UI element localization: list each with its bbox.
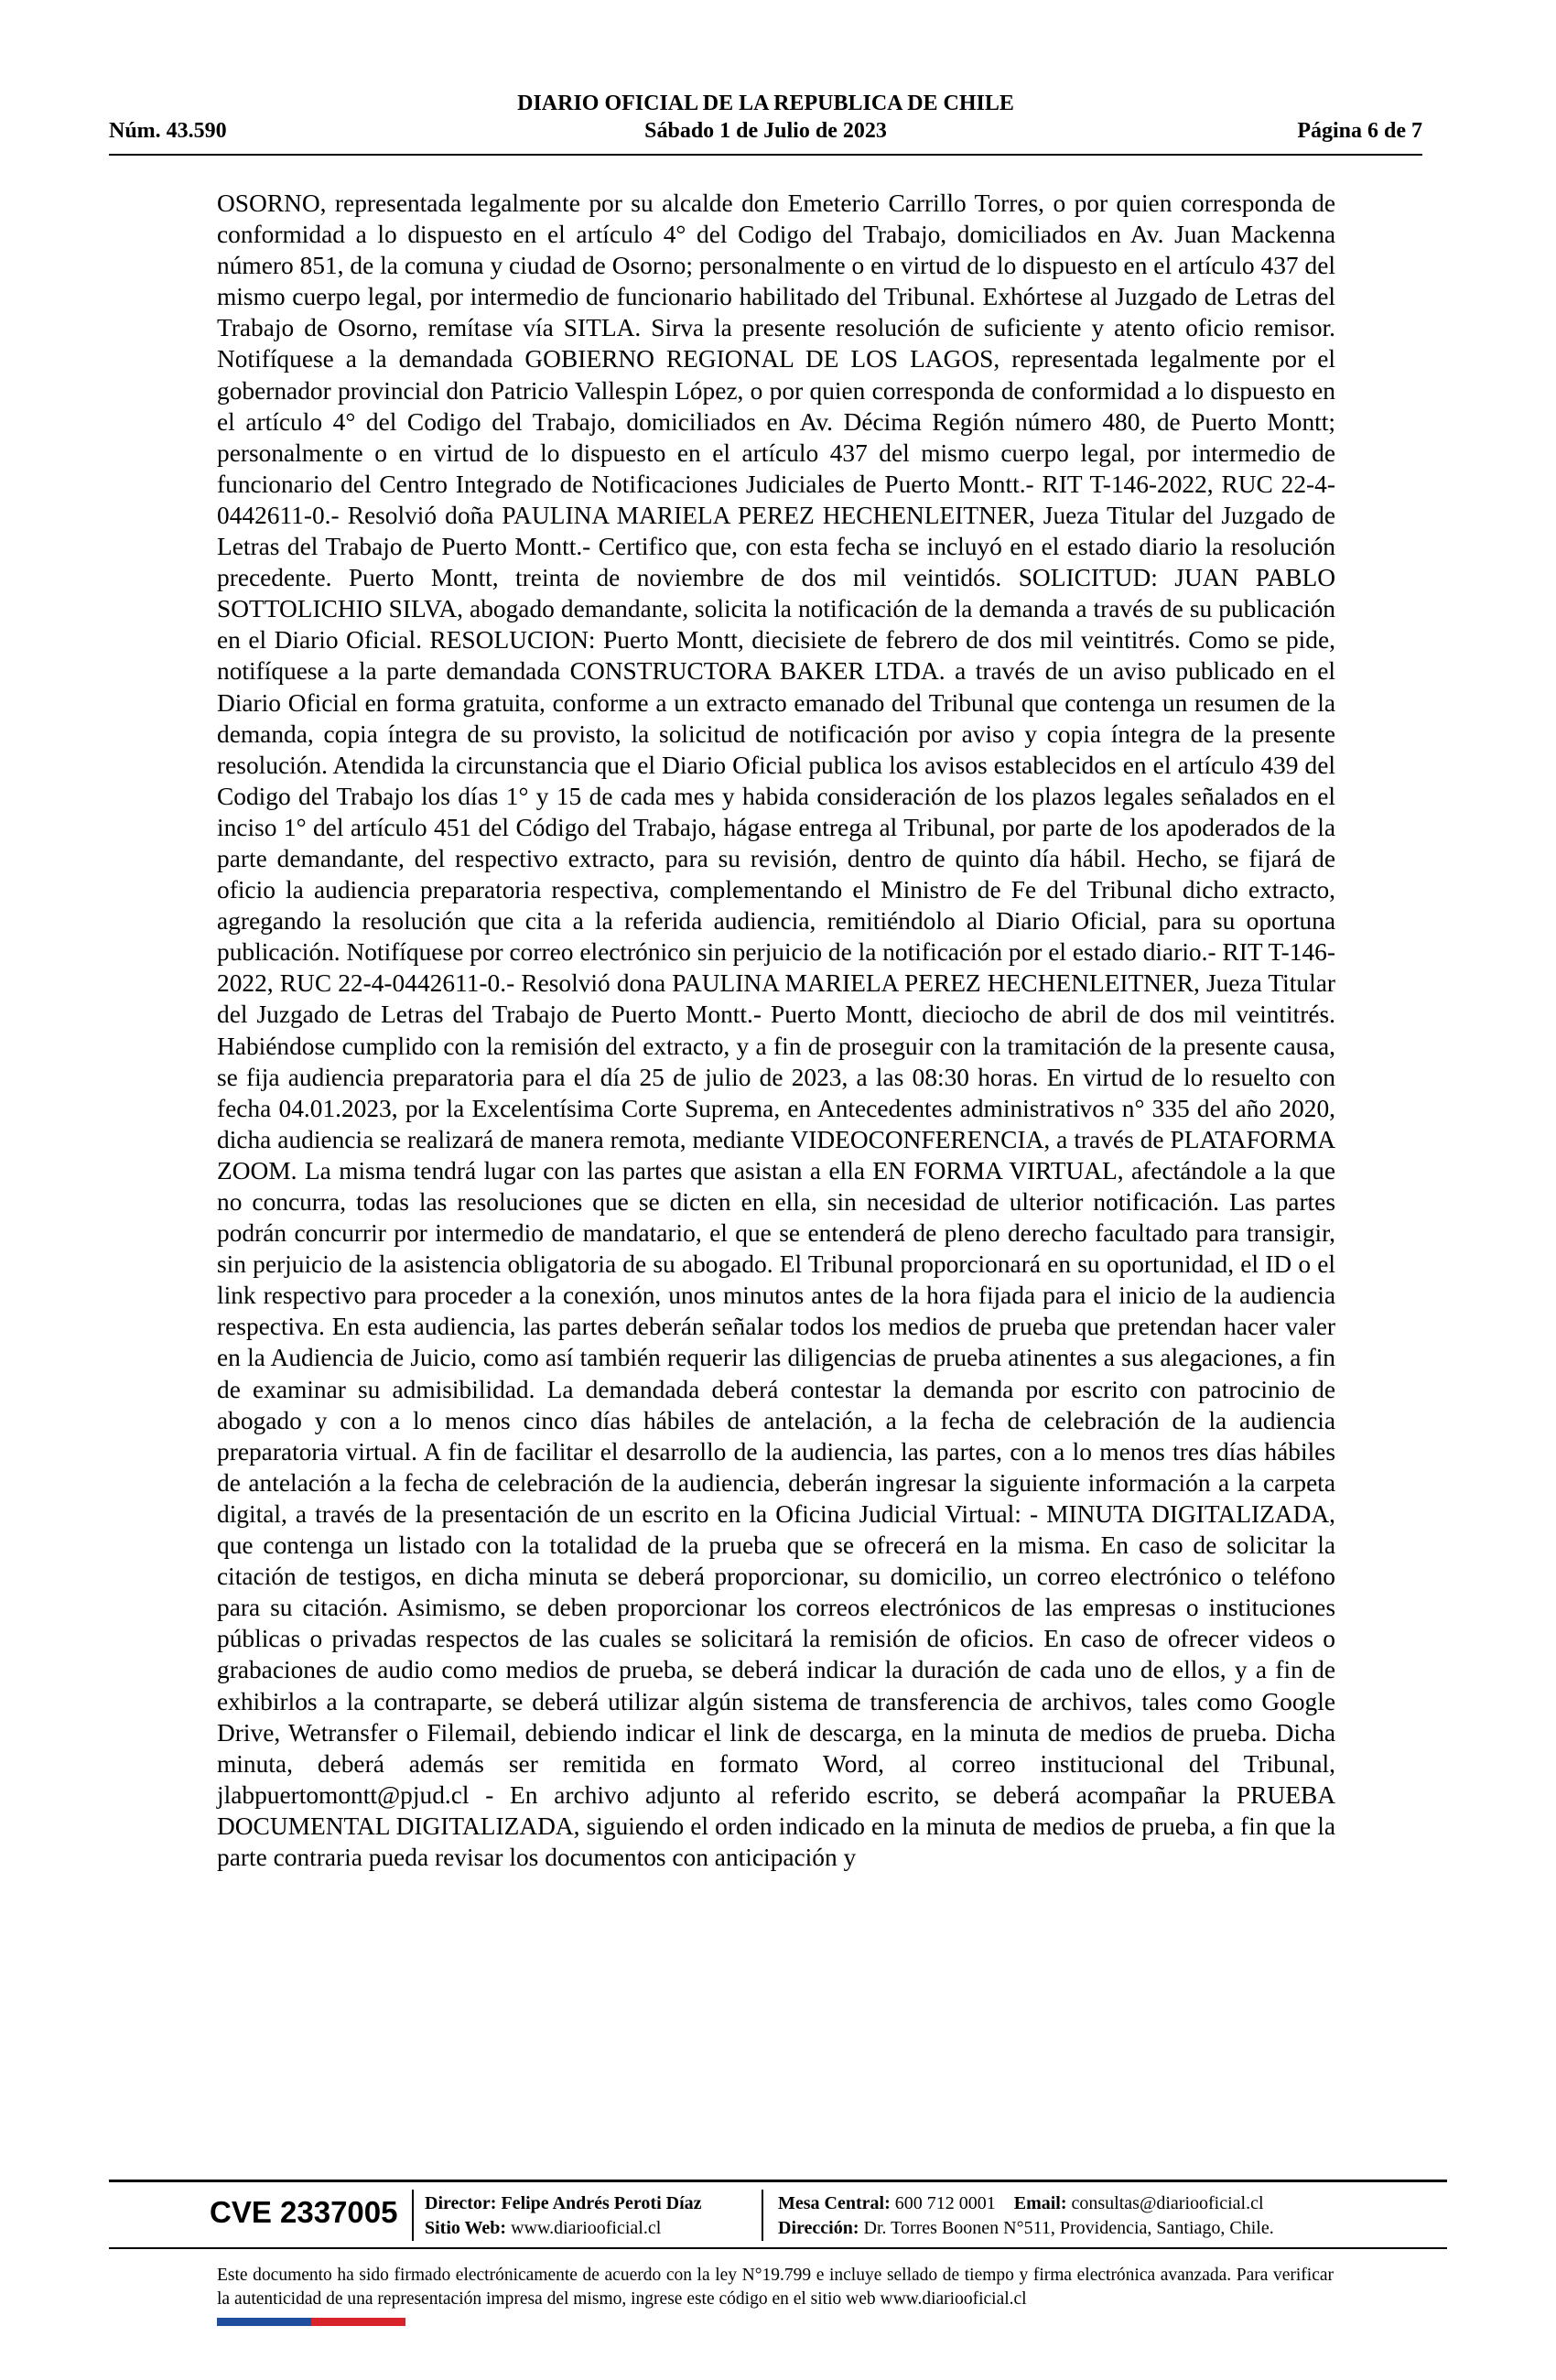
flag-blue-segment [217, 2318, 311, 2326]
page-number: Página 6 de 7 [1297, 119, 1422, 143]
footer-separator [762, 2190, 763, 2241]
flag-red-segment [311, 2318, 405, 2326]
flag-stripe [217, 2318, 405, 2326]
footer-box [109, 2182, 1447, 2246]
footer-divider-bottom [109, 2247, 1447, 2249]
email-link[interactable]: consultas@diariooficial.cl [1071, 2193, 1264, 2213]
issue-date: Sábado 1 de Julio de 2023 [644, 119, 887, 143]
website-label: Sitio Web: [425, 2218, 507, 2238]
website-link[interactable]: www.diariooficial.cl [511, 2218, 662, 2238]
address-label: Dirección: [778, 2218, 859, 2238]
body-text: OSORNO, representada legalmente por su alcalde don Emeterio Carrillo Torres, o por quien corresponda de conformidad a lo dispuesto en el artículo 4° del Codigo del Trabajo, domiciliados en Av. Juan Mackenna número 851, de la comuna y ciudad de Osorno; personalmente o en virtud de lo dispuesto en el artículo 437 del mismo cuerpo legal, por intermedio de funcionario habilitado del Tribunal. Exhórtese al Juzgado de Letras del Trabajo de Osorno, remítase vía SITLA. Sirva la presente resolución de suficiente y atento oficio remisor. Notifíquese a la demandada GOBIERNO REGIONAL DE LOS LAGOS, representada legalmente por el gobernador provincial don Patricio Vallespin López, o por quien corresponda de conformidad a lo dispuesto en el artículo 4° del Codigo del Trabajo, domiciliados en Av. Décima Región número 480, de Puerto Montt; personalmente o en virtud de lo dispuesto en el artículo 437 del mismo cuerpo legal, por intermedio de funcionario del Centro Integrado de Notificaciones Judiciales de Puerto Montt.- RIT T-146-2022, RUC 22-4-0442611-0.- Resolvió doña PAULINA MARIELA PEREZ HECHENLEITNER, Jueza Titular del Juzgado de Letras del Trabajo de Puerto Montt.- Certifico que, con esta fecha se incluyó en el estado diario la resolución precedente. Puerto Montt, treinta de noviembre de dos mil veintidós. SOLICITUD: JUAN PABLO SOTTOLICHIO SILVA, abogado demandante, solicita la notificación de la demanda a través de su publicación en el Diario Oficial. RESOLUCION: Puerto Montt, diecisiete de febrero de dos mil veintitrés. Como se pide, notifíquese a la parte demandada CONSTRUCTORA BAKER LTDA. a través de un aviso publicado en el Diario Oficial en forma gratuita, conforme a un extracto emanado del Tribunal que contenga un resumen de la demanda, copia íntegra de su provisto, la solicitud de notificación por aviso y copia íntegra de la presente resolución. Atendida la circunstancia que el Diario Oficial publica los avisos establecidos en el artículo 439 del Codigo del Trabajo los días 1° y 15 de cada mes y habida consideración de los plazos legales señalados en el inciso 1° del artículo 451 del Código del Trabajo, hágase entrega al Tribunal, por parte de los apoderados de la parte demandante, del respectivo extracto, para su revisión, dentro de quinto día hábil. Hecho, se fijará de oficio la audiencia preparatoria respectiva, complementando el Ministro de Fe del Tribunal dicho extracto, agregando la resolución que cita a la referida audiencia, remitiéndolo al Diario Oficial, para su oportuna publicación. Notifíquese por correo electrónico sin perjuicio de la notificación por el estado diario.- RIT T-146-2022, RUC 22-4-0442611-0.- Resolvió dona PAULINA MARIELA PEREZ HECHENLEITNER, Jueza Titular del Juzgado de Letras del Trabajo de Puerto Montt.- Puerto Montt, dieciocho de abril de dos mil veintitrés. Habiéndose cumplido con la remisión del extracto, y a fin de proseguir con la tramitación de la presente causa, se fija audiencia preparatoria para el día 25 de julio de 2023, a las 08:30 horas. En virtud de lo resuelto con fecha 04.01.2023, por la Excelentísima Corte Suprema, en Antecedentes administrativos n° 335 del año 2020, dicha audiencia se realizará de manera remota, mediante VIDEOCONFERENCIA, a través de PLATAFORMA ZOOM. La misma tendrá lugar con las partes que asistan a ella EN FORMA VIRTUAL, afectándole a la que no concurra, todas las resoluciones que se dicten en ella, sin necesidad de ulterior notificación. Las partes podrán concurrir por intermedio de mandatario, el que se entenderá de pleno derecho facultado para transigir, sin perjuicio de la asistencia obligatoria de su abogado. El Tribunal proporcionará en su oportunidad, el ID o el link respectivo para proceder a la conexión, unos minutos antes de la hora fijada para el inicio de la audiencia respectiva. En esta audiencia, las partes deberán señalar todos los medios de prueba que pretendan hacer valer en la Audiencia de Juicio, como así también requerir las diligencias de prueba atinentes a sus alegaciones, a fin de examinar su admisibilidad. La demandada deberá contestar la demanda por escrito con patrocinio de abogado y con a lo menos cinco días hábiles de antelación, a la fecha de celebración de la audiencia preparatoria virtual. A fin de facilitar el desarrollo de la audiencia, las partes, con a lo menos tres días hábiles de antelación a la fecha de celebración de la audiencia, deberán ingresar la siguiente información a la carpeta digital, a través de la presentación de un escrito en la Oficina Judicial Virtual: - MINUTA DIGITALIZADA, que contenga un listado con la totalidad de la prueba que se ofrecerá en la misma. En caso de solicitar la citación de testigos, en dicha minuta se deberá proporcionar, su domicilio, un correo electrónico o teléfono para su citación. Asimismo, se deben proporcionar los correos electrónicos de las empresas o instituciones públicas o privadas respectos de las cuales se solicitará la remisión de oficios. En caso de ofrecer videos o grabaciones de audio como medios de prueba, se deberá indicar la duración de cada uno de ellos, y a fin de exhibirlos a la contraparte, se deberá utilizar algún sistema de transferencia de archivos, tales como Google Drive, Wetransfer o Filemail, debiendo indicar el link de descarga, en la minuta de medios de prueba. Dicha minuta, deberá además ser remitida en formato Word, al correo institucional del Tribunal, jlabpuertomontt@pjud.cl - En archivo adjunto al referido escrito, se deberá acompañar la PRUEBA DOCUMENTAL DIGITALIZADA, siguiendo el orden indicado en la minuta de medios de prueba, a fin que la parte contraria pueda revisar los documentos con anticipación y [217, 189, 1335, 1871]
director-name: Felipe Andrés Peroti Díaz [501, 2193, 702, 2213]
newspaper-title: DIARIO OFICIAL DE LA REPUBLICA DE CHILE [517, 92, 1014, 115]
director-label: Director: [425, 2193, 497, 2213]
issue-number: Núm. 43.590 [109, 119, 227, 143]
address-text: Dr. Torres Boonen N°511, Providencia, Santiago, Chile. [863, 2218, 1274, 2238]
page-header [109, 92, 1422, 157]
email-label: Email: [1013, 2193, 1067, 2213]
phone-number: 600 712 0001 [894, 2193, 996, 2213]
footer-separator [412, 2190, 414, 2241]
cve-code: CVE 2337005 [210, 2195, 398, 2229]
legal-note: Este documento ha sido firmado electrónicamente de acuerdo con la ley N°19.799 e incluye sellado de tiempo y firma electrónica avanzada. Para verificar la autenticidad de una representación impresa del mismo, ingrese este código en el sitio web www.diariooficial.cl [217, 2266, 1334, 2309]
footer-director-column [425, 2191, 702, 2241]
footer-contact-column [778, 2191, 1274, 2241]
phone-label: Mesa Central: [778, 2193, 891, 2213]
header-divider [109, 154, 1422, 156]
